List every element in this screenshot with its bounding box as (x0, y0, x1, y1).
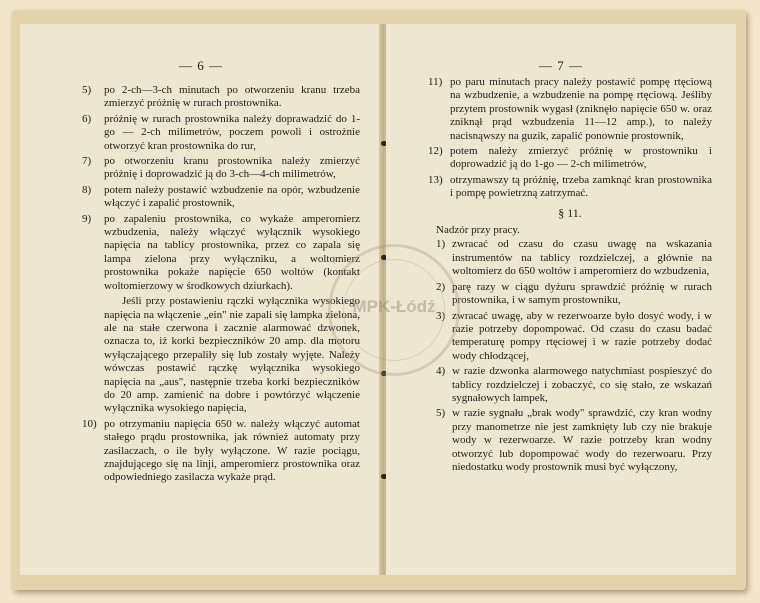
list-item: 1) zwracać od czasu do czasu uwagę na wskazania instrumentów na tablicy rozdzielczej, a głównie na woltomierz do 650 woltów i amperomierz do wzbudzenia, (436, 238, 712, 278)
list-item: 2) parę razy w ciągu dyżuru sprawdzić próżnię w rurach prostownika, i w samym prostowniku, (436, 280, 712, 307)
section-number: § 11. (558, 205, 582, 220)
left-page-content (82, 84, 360, 487)
right-page-content (428, 76, 712, 476)
list-item: 10) po otrzymaniu napięcia 650 w. należy włączyć automat stałego prądu prostownika, jak również automaty przy zasilaczach, o ile były wyłączone. W razie pociągu, znajdującego się na linji, amperomierz prostownika oraz odpowiedniego zasilacza wykaże prąd. (82, 417, 360, 484)
list-item: 4) w razie dzwonka alarmowego natychmiast pospieszyć do tablicy rozdzielczej i zobaczyć, co się stało, ze wskazań sygnałowych lampek, (436, 365, 712, 404)
list-item: 3) zwracać uwagę, aby w rezerwoarze było dosyć wody, i w razie potrzeby dopompować. Od czasu do czasu badać temperaturę pompy rtęciowej i w razie potrzeby dodać wody chłodzącej, (436, 309, 712, 362)
list-item: 7) po otworzeniu kranu prostownika należy zmierzyć próżnię i doprowadzić ją do 3-ch—4-ch milimetrów, (82, 155, 360, 181)
list-item: 8) potem należy postawić wzbudzenie na opór, wzbudzenie włączyć i zapalić prostownik, (82, 183, 360, 210)
list-item: 5) po 2-ch—3-ch minutach po otworzeniu kranu trzeba zmierzyć próżnię w rurach prostownika. (82, 84, 360, 110)
paragraph: Jeśli przy postawieniu rączki wyłącznika wysokiego napięcia na włączenie „ein" nie zapali się lampka zielona, ale na stałe czerwona i zacznie alarmować dzwonek, oznacza to, iż korki bezpieczników 20 amp. dla motoru wyłączającego przepaliły się lub zostały wyjęte. Należy wówczas postawić rączkę wyłącznika wysokiego napięcia na „aus", następnie trzeba korki bezpieczników do 20 amp. zamienić na dobre i powtórzyć włączenie wyłącznika wysokiego napięcia, (104, 295, 360, 415)
section-heading: Nadzór przy pracy. (436, 224, 520, 237)
watermark-text: MPK-Łódź (352, 297, 436, 316)
list-item: 5) w razie sygnału „brak wody" sprawdzić, czy kran wodny przy manometrze nie jest zamknięty lub czy nie brakuje wody w rezerwoarze. W razie potrzeby kran wodny otworzyć lub dopompować wody do rezerwoaru. Przy niedostatku wody prostownik musi być wyłączony, (436, 407, 712, 473)
list-item: 11) po paru minutach pracy należy postawić pompę rtęciową na wzbudzenie, a wzbudzenie na pompę rtęciową. Jeśliby przytem prostownik wygasł (zniknęło napięcie 650 w. oraz zniknął prąd wzbudzenia 11—12 amp.), to należy nacisnąwszy na guzik, zapalić ponownie prostownik, (428, 76, 712, 142)
list-item: 9) po zapaleniu prostownika, co wykaże amperomierz wzbudzenia, należy włączyć wyłącznik wysokiego napięcia na tablicy prostownika, przez co zapala się lampa zielona przy wyłączniku, a woltomierz prostownika pokaże napięcie 650 woltów (kontakt woltomierzowy w środkowych dziurkach). (82, 212, 360, 292)
watermark-stamp (328, 244, 460, 376)
list-item: 6) próżnię w rurach prostownika należy doprawadzić do 1-go — 2-ch milimetrów, poczem powoli i ostrożnie otworzyć kran prostownika do rur, (82, 112, 360, 152)
list-item: 13) otrzymawszy tą próżnię, trzeba zamknąć kran prostownika i pompę powietrzną zatrzymać. (428, 173, 712, 200)
right-page-number: — 7 — (539, 58, 583, 73)
list-item: 12) potem należy zmierzyć próżnię w prostowniku i doprowadzić ją do 1-go — 2-ch milimetrów, (428, 145, 712, 171)
left-page-number: — 6 — (179, 58, 223, 73)
